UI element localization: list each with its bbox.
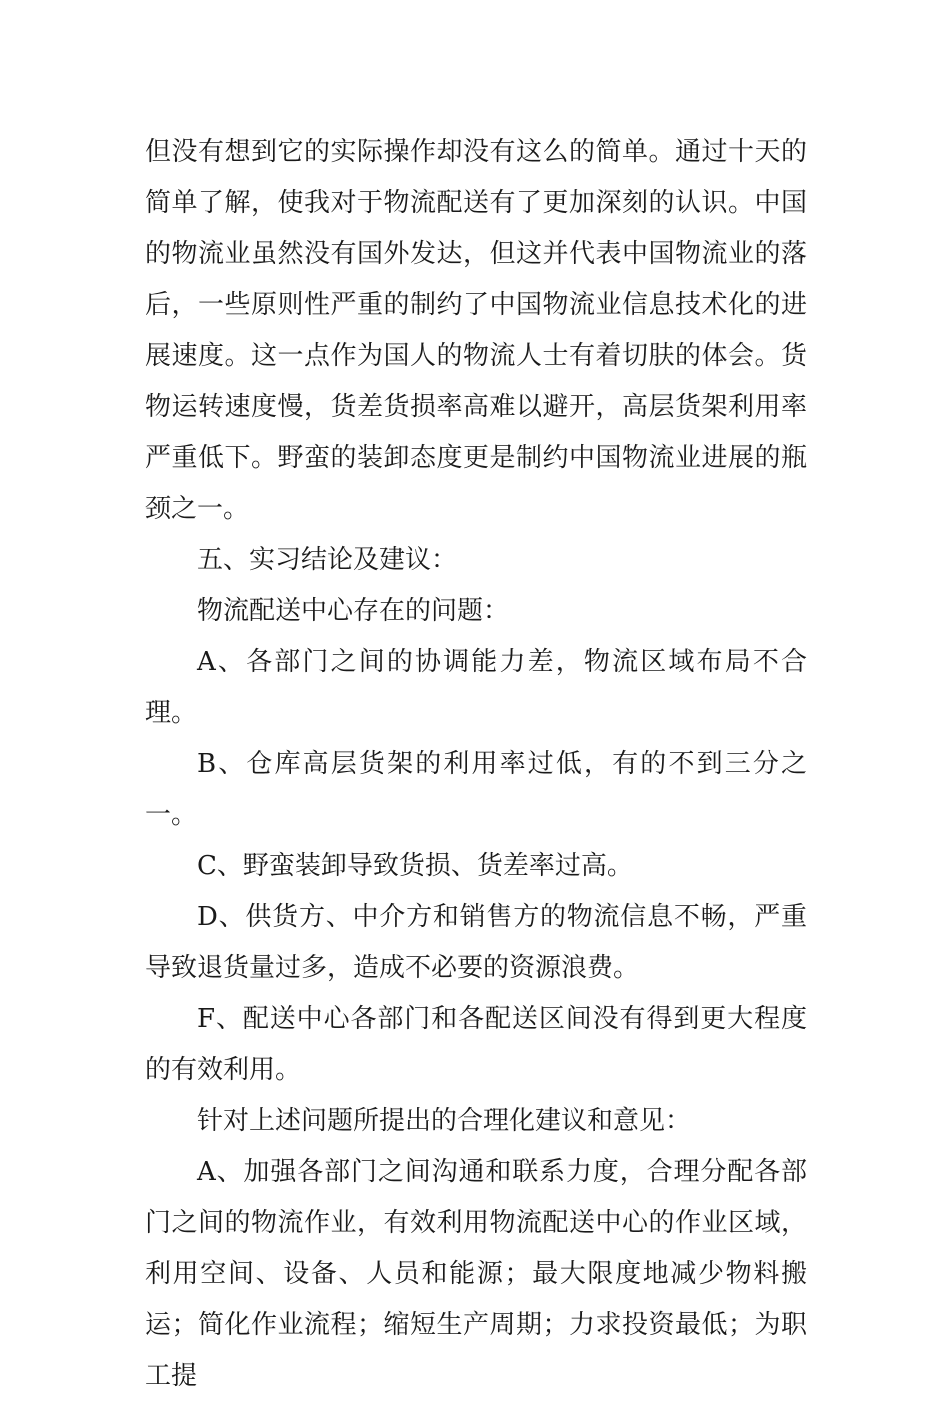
paragraph-intro: 但没有想到它的实际操作却没有这么的简单。通过十天的简单了解，使我对于物流配送有了更加深刻的认识。中国的物流业虽然没有国外发达，但这并代表中国物流业的落后，一些原则性严重的制约了中国物流业信息技术化的进展速度。这一点作为国人的物流人士有着切肤的体会。货物运转速度慢，货差货损率高难以避开，高层货架利用率严重低下。野蛮的装卸态度更是制约中国物流业进展的瓶颈之一。	[145, 137, 807, 524]
problem-item-a: A、各部门之间的协调能力差，物流区域布局不合理。	[145, 647, 807, 728]
problem-item-c: C、野蛮装卸导致货损、货差率过高。	[197, 851, 633, 881]
problem-item-d: D、供货方、中介方和销售方的物流信息不畅，严重导致退货量过多，造成不必要的资源浪费。	[145, 902, 807, 983]
section-heading-conclusion: 五、实习结论及建议：	[197, 545, 458, 575]
suggestion-item-a: A、加强各部门之间沟通和联系力度，合理分配各部门之间的物流作业，有效利用物流配送中心的作业区域，利用空间、设备、人员和能源；最大限度地减少物料搬运；简化作业流程；缩短生产周期；力求投资最低；为职工提	[145, 1157, 807, 1391]
subheading-problems: 物流配送中心存在的问题：	[197, 596, 510, 626]
document-body	[145, 127, 807, 1402]
problem-item-b: B、仓库高层货架的利用率过低，有的不到三分之一。	[145, 749, 807, 830]
problem-item-f: F、配送中心各部门和各配送区间没有得到更大程度的有效利用。	[145, 1004, 807, 1085]
subheading-suggestions: 针对上述问题所提出的合理化建议和意见：	[197, 1106, 692, 1136]
